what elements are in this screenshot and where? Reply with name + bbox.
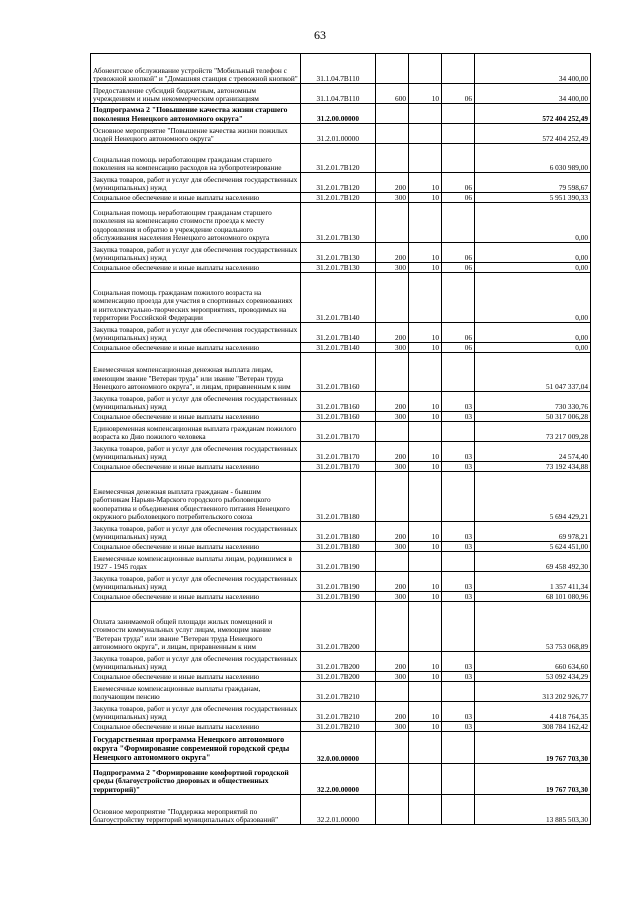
row-name: Государственная программа Ненецкого автономного округа "Формирование современной городской среды Ненецкого автономного округа" — [91, 732, 301, 764]
row-amount: 19 767 703,30 — [475, 732, 591, 764]
row-rz — [409, 104, 442, 124]
row-rz — [409, 273, 442, 323]
row-amount: 5 694 429,21 — [475, 472, 591, 522]
row-pr — [442, 682, 475, 702]
row-rz: 10 — [409, 343, 442, 353]
row-pr: 03 — [442, 412, 475, 422]
row-vr — [376, 602, 409, 652]
row-amount: 69 458 492,30 — [475, 552, 591, 572]
row-vr — [376, 422, 409, 442]
row-code: 31.2.01.7B160 — [301, 412, 376, 422]
row-amount: 1 357 411,34 — [475, 572, 591, 592]
row-rz — [409, 472, 442, 522]
row-amount: 313 202 926,77 — [475, 682, 591, 702]
table-row — [91, 412, 591, 422]
row-vr — [376, 273, 409, 323]
page-number: 63 — [314, 28, 326, 42]
row-rz: 10 — [409, 173, 442, 193]
table-row — [91, 652, 591, 672]
row-amount: 5 951 390,33 — [475, 193, 591, 203]
row-pr: 03 — [442, 442, 475, 462]
row-vr: 300 — [376, 412, 409, 422]
row-amount: 730 330,76 — [475, 392, 591, 412]
row-pr — [442, 795, 475, 825]
row-name: Предоставление субсидий бюджетным, автономным учреждениям и иным некоммерческим организациям — [91, 84, 301, 104]
table-row — [91, 722, 591, 732]
row-pr: 03 — [442, 522, 475, 542]
row-amount: 34 400,00 — [475, 54, 591, 84]
row-name: Закупка товаров, работ и услуг для обеспечения государственных (муниципальных) нужд — [91, 392, 301, 412]
row-name: Социальная помощь неработающим гражданам старшего поколения на компенсацию стоимости проезда к месту оздоровления и обратно в учреждение социального обслуживания населения Ненецкого автономного округа — [91, 203, 301, 243]
row-name: Закупка товаров, работ и услуг для обеспечения государственных (муниципальных) нужд — [91, 173, 301, 193]
table-row — [91, 542, 591, 552]
row-code: 31.2.01.7B200 — [301, 602, 376, 652]
row-vr: 200 — [376, 652, 409, 672]
row-vr — [376, 144, 409, 173]
row-amount: 0,00 — [475, 273, 591, 323]
row-pr — [442, 273, 475, 323]
row-pr: 06 — [442, 173, 475, 193]
row-pr: 06 — [442, 243, 475, 263]
row-name: Закупка товаров, работ и услуг для обеспечения государственных (муниципальных) нужд — [91, 702, 301, 722]
row-code: 31.2.01.00000 — [301, 124, 376, 144]
row-pr: 06 — [442, 193, 475, 203]
row-name: Социальное обеспечение и иные выплаты населению — [91, 542, 301, 552]
row-pr — [442, 203, 475, 243]
row-vr: 600 — [376, 84, 409, 104]
row-vr: 200 — [376, 173, 409, 193]
row-name: Закупка товаров, работ и услуг для обеспечения государственных (муниципальных) нужд — [91, 243, 301, 263]
row-code: 31.2.01.7B130 — [301, 203, 376, 243]
row-code: 31.2.01.7B160 — [301, 353, 376, 392]
row-rz — [409, 682, 442, 702]
row-code: 31.1.04.7B110 — [301, 84, 376, 104]
row-pr: 03 — [442, 722, 475, 732]
table-row — [91, 323, 591, 343]
row-vr: 300 — [376, 193, 409, 203]
row-code: 31.2.01.7B180 — [301, 522, 376, 542]
row-rz — [409, 602, 442, 652]
row-amount: 0,00 — [475, 343, 591, 353]
table-row — [91, 462, 591, 472]
row-name: Абонентское обслуживание устройств "Мобильный телефон с тревожной кнопкой" и "Домашняя станция с тревожной кнопкой" — [91, 54, 301, 84]
row-code: 31.2.01.7B130 — [301, 263, 376, 273]
row-pr: 06 — [442, 84, 475, 104]
row-code: 31.2.01.7B170 — [301, 462, 376, 472]
table-row — [91, 193, 591, 203]
budget-table-body — [91, 54, 591, 825]
row-vr — [376, 552, 409, 572]
row-amount: 34 400,00 — [475, 84, 591, 104]
row-code: 31.2.01.7B130 — [301, 243, 376, 263]
row-pr: 03 — [442, 672, 475, 682]
row-name: Подпрограмма 2 "Повышение качества жизни старшего поколения Ненецкого автономного округа" — [91, 104, 301, 124]
table-row — [91, 422, 591, 442]
table-row — [91, 572, 591, 592]
row-pr — [442, 422, 475, 442]
row-code: 31.2.01.7B180 — [301, 472, 376, 522]
row-vr — [376, 795, 409, 825]
row-vr — [376, 682, 409, 702]
row-rz — [409, 353, 442, 392]
row-vr — [376, 732, 409, 764]
row-pr — [442, 602, 475, 652]
table-row — [91, 124, 591, 144]
table-row — [91, 392, 591, 412]
row-amount: 572 404 252,49 — [475, 124, 591, 144]
row-code: 31.2.01.7B210 — [301, 722, 376, 732]
row-vr — [376, 104, 409, 124]
row-code: 31.2.01.7B160 — [301, 392, 376, 412]
row-pr — [442, 353, 475, 392]
row-amount: 68 101 080,96 — [475, 592, 591, 602]
row-pr: 06 — [442, 323, 475, 343]
row-rz — [409, 54, 442, 84]
row-pr — [442, 764, 475, 795]
row-name: Закупка товаров, работ и услуг для обеспечения государственных (муниципальных) нужд — [91, 572, 301, 592]
row-rz — [409, 764, 442, 795]
row-rz: 10 — [409, 193, 442, 203]
row-pr: 03 — [442, 702, 475, 722]
table-row — [91, 795, 591, 825]
row-rz — [409, 144, 442, 173]
row-amount: 50 317 006,28 — [475, 412, 591, 422]
row-code: 31.2.00.00000 — [301, 104, 376, 124]
table-row — [91, 682, 591, 702]
row-rz: 10 — [409, 652, 442, 672]
row-amount: 13 885 503,30 — [475, 795, 591, 825]
table-row — [91, 442, 591, 462]
row-code: 31.2.01.7B200 — [301, 672, 376, 682]
row-rz — [409, 203, 442, 243]
row-code: 31.2.01.7B210 — [301, 682, 376, 702]
row-name: Основное мероприятие "Поддержка мероприятий по благоустройству территорий муниципальных образований" — [91, 795, 301, 825]
row-vr: 200 — [376, 572, 409, 592]
row-code: 32.2.01.00000 — [301, 795, 376, 825]
table-row — [91, 203, 591, 243]
row-rz: 10 — [409, 672, 442, 682]
row-pr — [442, 104, 475, 124]
row-pr: 03 — [442, 462, 475, 472]
row-amount: 0,00 — [475, 243, 591, 263]
row-pr: 03 — [442, 392, 475, 412]
row-amount: 308 784 162,42 — [475, 722, 591, 732]
row-rz — [409, 422, 442, 442]
table-row — [91, 273, 591, 323]
row-vr: 200 — [376, 392, 409, 412]
table-row — [91, 54, 591, 84]
table-row — [91, 243, 591, 263]
table-row — [91, 104, 591, 124]
table-row — [91, 84, 591, 104]
row-vr — [376, 353, 409, 392]
row-amount: 0,00 — [475, 323, 591, 343]
row-pr: 03 — [442, 592, 475, 602]
row-name: Социальное обеспечение и иные выплаты населению — [91, 412, 301, 422]
row-code: 31.2.01.7B210 — [301, 702, 376, 722]
row-amount: 0,00 — [475, 203, 591, 243]
row-name: Ежемесячная денежная выплата гражданам - бывшим работникам Нарьян-Марского городского рыболовецкого кооператива и объединения общественного питания Ненецкого окружного рыболовецкого потребительского союза — [91, 472, 301, 522]
row-name: Социальная помощь неработающим гражданам старшего поколения на компенсацию расходов на зубопротезирование — [91, 144, 301, 173]
row-pr — [442, 124, 475, 144]
row-vr: 300 — [376, 343, 409, 353]
row-amount: 4 418 764,35 — [475, 702, 591, 722]
row-pr: 06 — [442, 343, 475, 353]
row-name: Оплата занимаемой общей площади жилых помещений и стоимости коммунальных услуг лицам, имеющим звание "Ветеран труда" или звание "Ветеран труда Ненецкого автономного округа", и лицам, приравненным к ним — [91, 602, 301, 652]
row-rz — [409, 732, 442, 764]
row-amount: 53 092 434,29 — [475, 672, 591, 682]
row-name: Социальное обеспечение и иные выплаты населению — [91, 263, 301, 273]
row-amount: 572 404 252,49 — [475, 104, 591, 124]
row-pr — [442, 472, 475, 522]
row-name: Социальное обеспечение и иные выплаты населению — [91, 672, 301, 682]
row-name: Ежемесячные компенсационные выплаты гражданам, получающим пенсию — [91, 682, 301, 702]
row-code: 31.2.01.7B180 — [301, 542, 376, 552]
table-row — [91, 472, 591, 522]
row-amount: 6 030 989,00 — [475, 144, 591, 173]
row-amount: 51 047 337,04 — [475, 353, 591, 392]
table-row — [91, 672, 591, 682]
row-vr — [376, 54, 409, 84]
row-vr: 300 — [376, 542, 409, 552]
table-row — [91, 732, 591, 764]
row-amount: 5 624 451,00 — [475, 542, 591, 552]
row-rz: 10 — [409, 84, 442, 104]
row-amount: 0,00 — [475, 263, 591, 273]
row-pr — [442, 552, 475, 572]
row-name: Ежемесячная компенсационная денежная выплата лицам, имеющим звание "Ветеран труда" или звание "Ветеран труда Ненецкого автономного округа", и лицам, приравненным к ним — [91, 353, 301, 392]
row-code: 31.1.04.7B110 — [301, 54, 376, 84]
row-rz — [409, 795, 442, 825]
row-name: Социальная помощь гражданам пожилого возраста на компенсацию проезда для участия в спортивных соревнованиях и интеллектуально-творческих мероприятиях, проводимых на территории Российской Федерации — [91, 273, 301, 323]
row-name: Социальное обеспечение и иные выплаты населению — [91, 343, 301, 353]
row-vr — [376, 472, 409, 522]
table-row — [91, 522, 591, 542]
table-row — [91, 764, 591, 795]
row-amount: 79 598,67 — [475, 173, 591, 193]
row-amount: 73 192 434,88 — [475, 462, 591, 472]
row-name: Социальное обеспечение и иные выплаты населению — [91, 462, 301, 472]
row-vr: 300 — [376, 263, 409, 273]
row-code: 31.2.01.7B120 — [301, 193, 376, 203]
row-rz: 10 — [409, 542, 442, 552]
row-code: 31.2.01.7B200 — [301, 652, 376, 672]
row-code: 31.2.01.7B170 — [301, 442, 376, 462]
row-name: Закупка товаров, работ и услуг для обеспечения государственных (муниципальных) нужд — [91, 522, 301, 542]
row-rz: 10 — [409, 702, 442, 722]
row-pr: 06 — [442, 263, 475, 273]
row-code: 32.0.00.00000 — [301, 732, 376, 764]
row-code: 31.2.01.7B140 — [301, 323, 376, 343]
row-vr: 300 — [376, 592, 409, 602]
row-pr: 03 — [442, 542, 475, 552]
row-amount: 73 217 009,28 — [475, 422, 591, 442]
table-row — [91, 144, 591, 173]
row-vr — [376, 764, 409, 795]
table-row — [91, 702, 591, 722]
row-pr — [442, 732, 475, 764]
row-vr: 200 — [376, 702, 409, 722]
row-name: Закупка товаров, работ и услуг для обеспечения государственных (муниципальных) нужд — [91, 652, 301, 672]
table-row — [91, 552, 591, 572]
row-amount: 69 978,21 — [475, 522, 591, 542]
row-rz — [409, 552, 442, 572]
row-vr — [376, 203, 409, 243]
row-vr: 200 — [376, 522, 409, 542]
row-rz: 10 — [409, 572, 442, 592]
row-name: Социальное обеспечение и иные выплаты населению — [91, 193, 301, 203]
row-code: 31.2.01.7B170 — [301, 422, 376, 442]
row-rz: 10 — [409, 462, 442, 472]
row-amount: 53 753 068,89 — [475, 602, 591, 652]
row-pr — [442, 144, 475, 173]
row-vr: 300 — [376, 722, 409, 732]
row-code: 31.2.01.7B140 — [301, 343, 376, 353]
row-name: Единовременная компенсационная выплата гражданам пожилого возраста ко Дню пожилого человека — [91, 422, 301, 442]
budget-table — [90, 53, 591, 825]
row-rz: 10 — [409, 323, 442, 343]
row-code: 31.2.01.7B190 — [301, 552, 376, 572]
row-code: 31.2.01.7B120 — [301, 144, 376, 173]
row-pr: 03 — [442, 652, 475, 672]
table-row — [91, 343, 591, 353]
table-row — [91, 173, 591, 193]
row-rz: 10 — [409, 243, 442, 263]
row-code: 31.2.01.7B120 — [301, 173, 376, 193]
row-name: Социальное обеспечение и иные выплаты населению — [91, 722, 301, 732]
row-vr: 300 — [376, 672, 409, 682]
table-row — [91, 353, 591, 392]
table-row — [91, 602, 591, 652]
row-rz: 10 — [409, 442, 442, 462]
row-name: Закупка товаров, работ и услуг для обеспечения государственных (муниципальных) нужд — [91, 442, 301, 462]
row-rz: 10 — [409, 263, 442, 273]
row-name: Закупка товаров, работ и услуг для обеспечения государственных (муниципальных) нужд — [91, 323, 301, 343]
row-rz: 10 — [409, 592, 442, 602]
row-rz: 10 — [409, 522, 442, 542]
row-name: Ежемесячные компенсационные выплаты лицам, родившимся в 1927 - 1945 годах — [91, 552, 301, 572]
row-rz: 10 — [409, 392, 442, 412]
row-vr: 300 — [376, 462, 409, 472]
row-pr: 03 — [442, 572, 475, 592]
row-pr — [442, 54, 475, 84]
row-rz: 10 — [409, 412, 442, 422]
row-vr: 200 — [376, 243, 409, 263]
table-row — [91, 263, 591, 273]
row-vr: 200 — [376, 442, 409, 462]
row-rz — [409, 124, 442, 144]
row-amount: 24 574,40 — [475, 442, 591, 462]
table-row — [91, 592, 591, 602]
row-name: Социальное обеспечение и иные выплаты населению — [91, 592, 301, 602]
row-name: Подпрограмма 2 "Формирование комфортной городской среды (благоустройство дворовых и общественных территорий)" — [91, 764, 301, 795]
row-amount: 660 634,60 — [475, 652, 591, 672]
row-name: Основное мероприятие "Повышение качества жизни пожилых людей Ненецкого автономного округа" — [91, 124, 301, 144]
row-code: 31.2.01.7B190 — [301, 592, 376, 602]
row-vr: 200 — [376, 323, 409, 343]
row-code: 31.2.01.7B190 — [301, 572, 376, 592]
row-rz: 10 — [409, 722, 442, 732]
row-vr — [376, 124, 409, 144]
row-code: 31.2.01.7B140 — [301, 273, 376, 323]
row-amount: 19 767 703,30 — [475, 764, 591, 795]
row-code: 32.2.00.00000 — [301, 764, 376, 795]
